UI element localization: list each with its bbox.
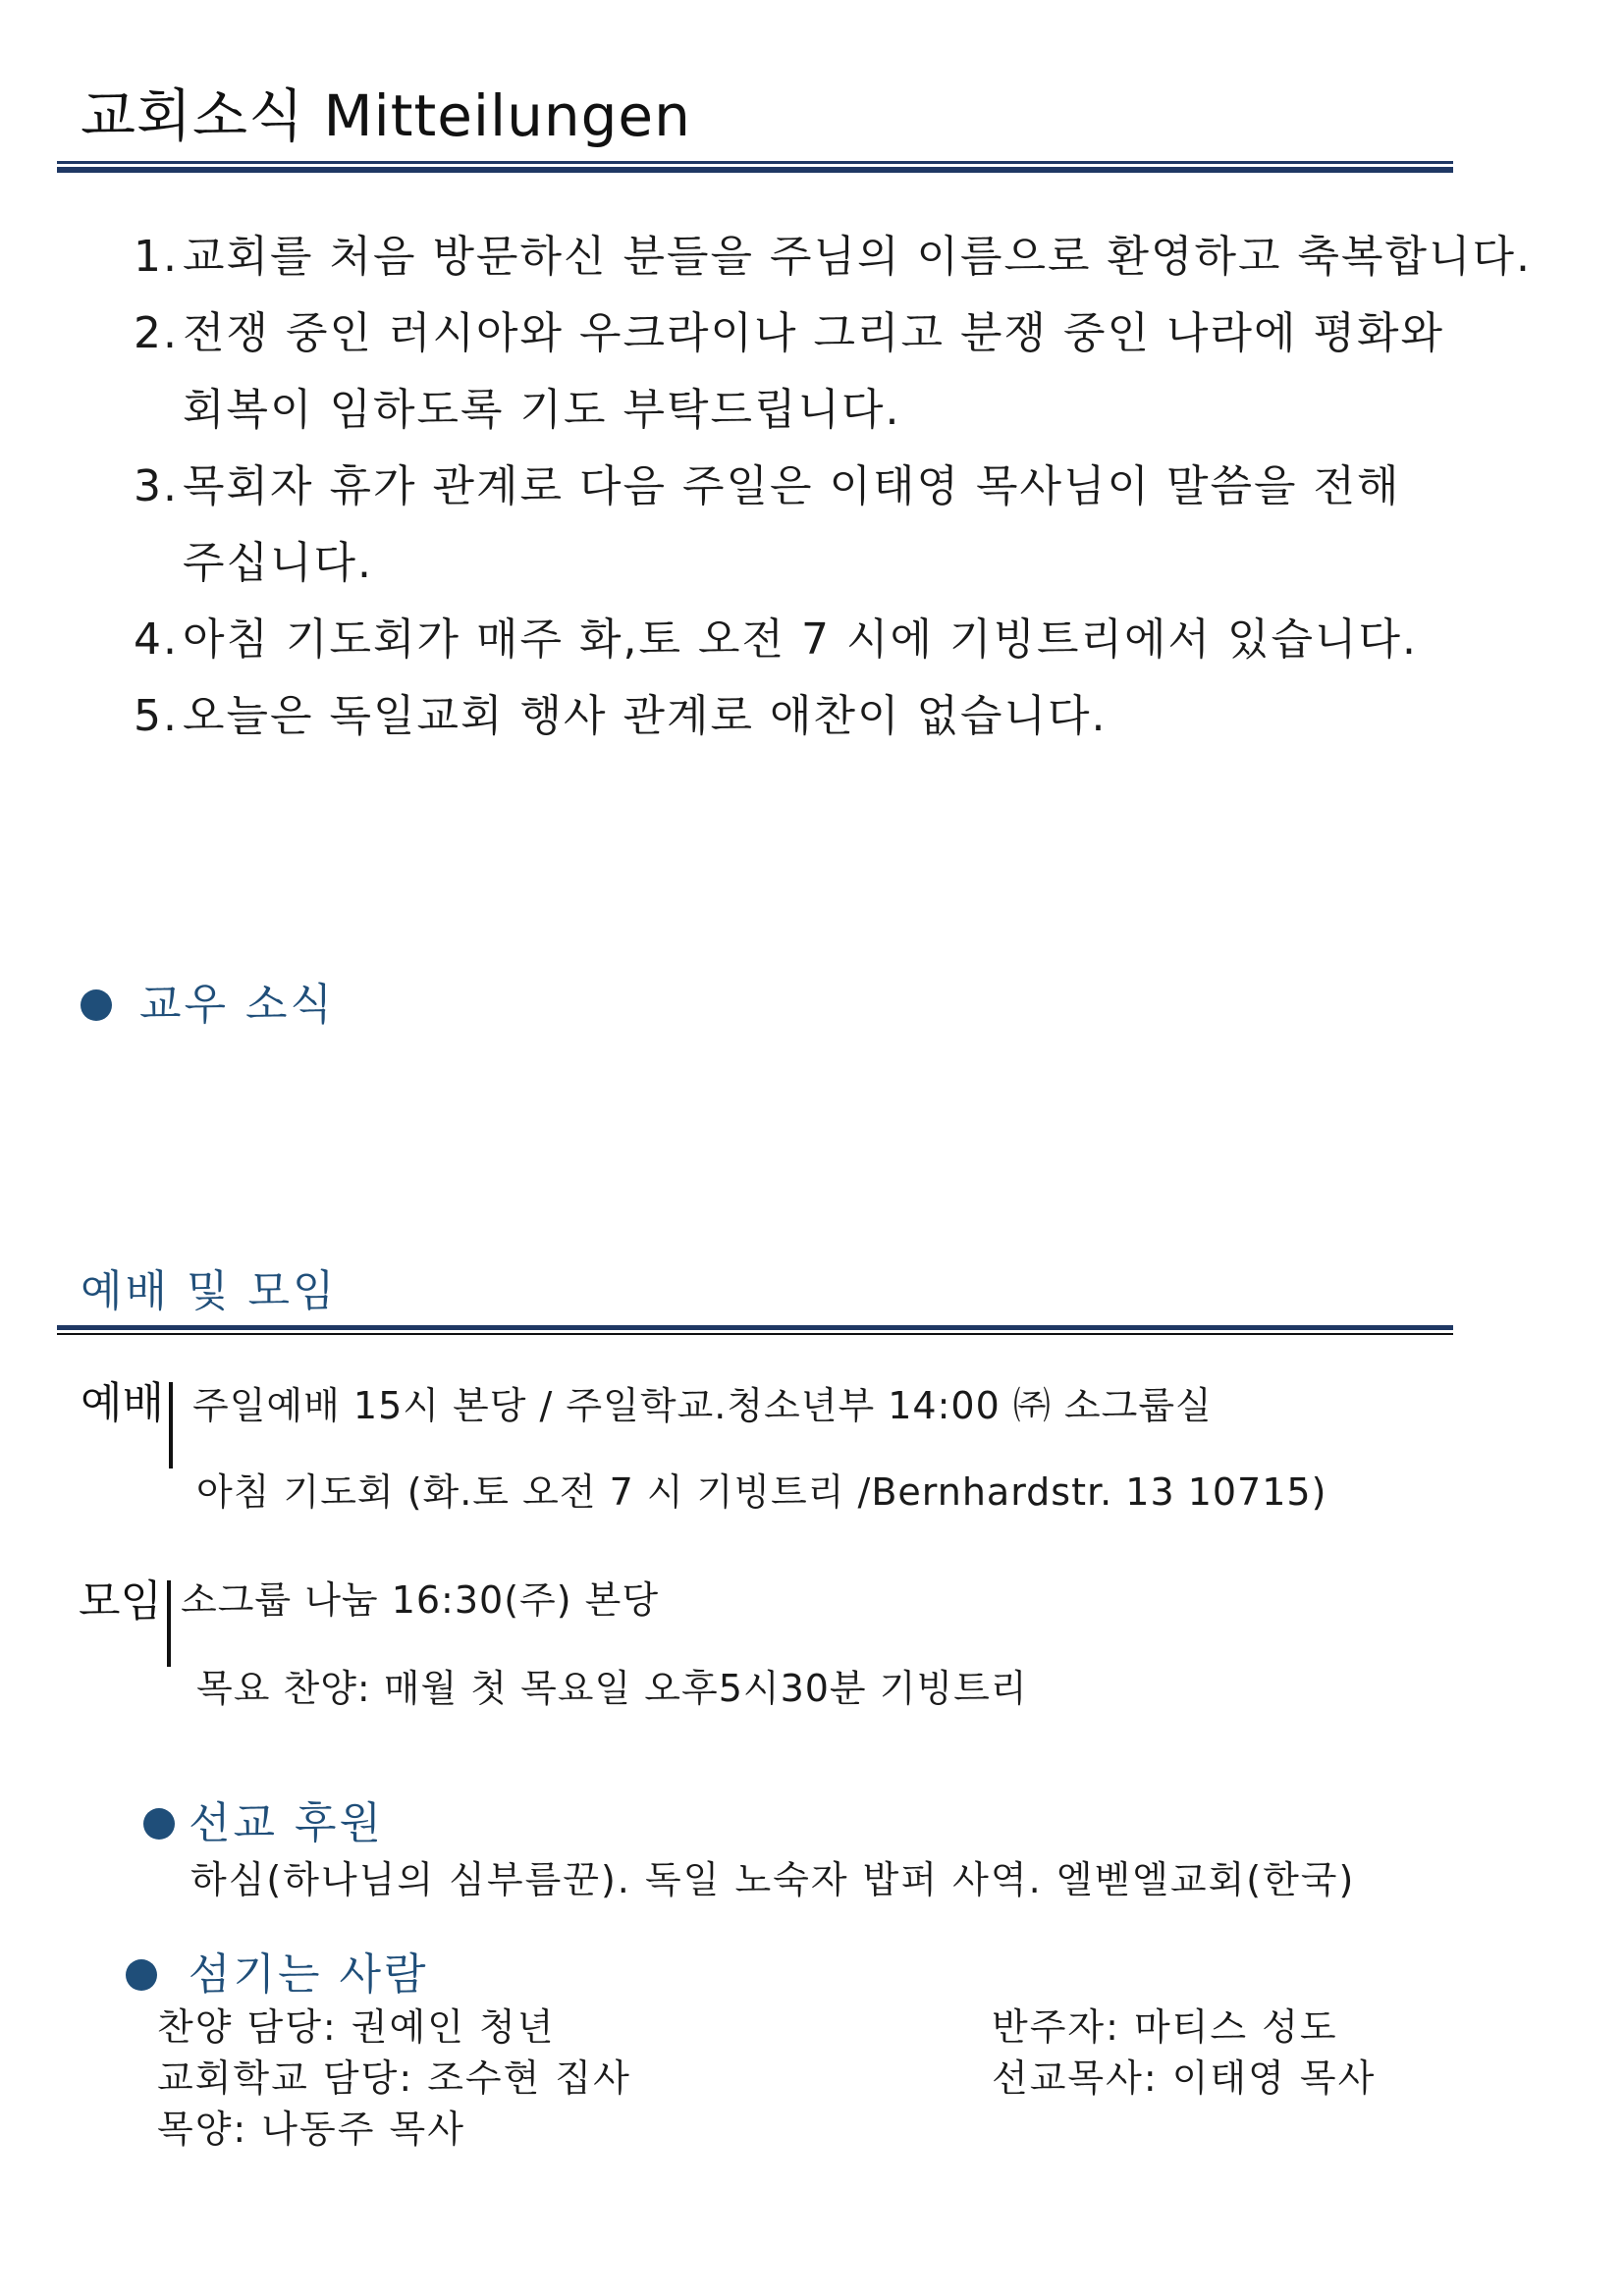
announcement-text: 교회를 처음 방문하신 분들을 주님의 이름으로 환영하고 축복합니다. [183, 232, 1532, 282]
announcement-number: 3. [134, 461, 179, 511]
meeting-label: 모임 [79, 1576, 163, 1627]
announcement-item-4 [134, 611, 1418, 669]
member-news-heading: 교우 소식 [139, 980, 336, 1030]
worship-heading: 예배 및 모임 [81, 1266, 338, 1316]
missions-heading: 선교 후원 [189, 1798, 385, 1848]
service-line-2: 아침 기도회 (화.토 오전 7 시 기빙트리 /Bernhardstr. 13 10715) [196, 1470, 1327, 1514]
server-item-accompanist: 반주자: 마티스 성도 [992, 2005, 1338, 2049]
server-item-worship-leader: 찬양 담당: 권예인 청년 [157, 2005, 556, 2049]
servers-heading: 섬기는 사람 [189, 1949, 429, 2000]
server-item-school-leader: 교회학교 담당: 조수현 집사 [157, 2056, 631, 2100]
worship-rule-top [57, 1325, 1453, 1330]
missions-text: 하심(하나님의 심부름꾼). 독일 노숙자 밥퍼 사역. 엘벧엘교회(한국) [190, 1858, 1356, 1901]
header-rule-bottom [57, 167, 1453, 173]
meeting-line-2: 목요 찬양: 매월 첫 목요일 오후5시30분 기빙트리 [196, 1667, 1028, 1710]
page-title: 교회소식 Mitteilungen [81, 82, 691, 149]
announcement-item-5 [134, 687, 1108, 746]
announcement-text: 오늘은 독일교회 행사 관계로 애찬이 없습니다. [183, 691, 1108, 741]
announcement-text: 목회자 휴가 관계로 다음 주일은 이태영 목사님이 말씀을 전해 [183, 461, 1401, 511]
announcement-number: 4. [134, 614, 179, 665]
service-label: 예배 [81, 1378, 165, 1428]
bullet-icon [143, 1808, 175, 1840]
header-rule-top [57, 161, 1453, 164]
service-divider [169, 1382, 173, 1468]
announcement-number: 1. [134, 232, 179, 282]
service-line-1: 주일예배 15시 본당 / 주일학교.청소년부 14:00 ㈜ 소그룹실 [192, 1384, 1213, 1427]
bullet-icon [81, 989, 112, 1021]
announcement-item-1 [134, 228, 1532, 287]
announcement-item-3 [134, 457, 1401, 516]
announcement-continuation: 주십니다. [183, 538, 374, 588]
announcement-item-2 [134, 304, 1444, 363]
announcement-continuation: 회복이 임하도록 기도 부탁드립니다. [183, 385, 901, 435]
server-item-mission-pastor: 선교목사: 이태영 목사 [992, 2056, 1377, 2100]
meeting-line-1: 소그룹 나눔 16:30(주) 본당 [181, 1578, 660, 1622]
server-item-pastor: 목양: 나동주 목사 [157, 2108, 465, 2151]
announcement-text: 아침 기도회가 매주 화,토 오전 7 시에 기빙트리에서 있습니다. [183, 614, 1418, 665]
worship-rule-bottom [57, 1333, 1453, 1335]
announcement-number: 2. [134, 308, 179, 358]
announcement-text: 전쟁 중인 러시아와 우크라이나 그리고 분쟁 중인 나라에 평화와 [183, 308, 1444, 358]
announcement-number: 5. [134, 691, 179, 741]
meeting-divider [167, 1580, 171, 1667]
bullet-icon [126, 1959, 157, 1991]
